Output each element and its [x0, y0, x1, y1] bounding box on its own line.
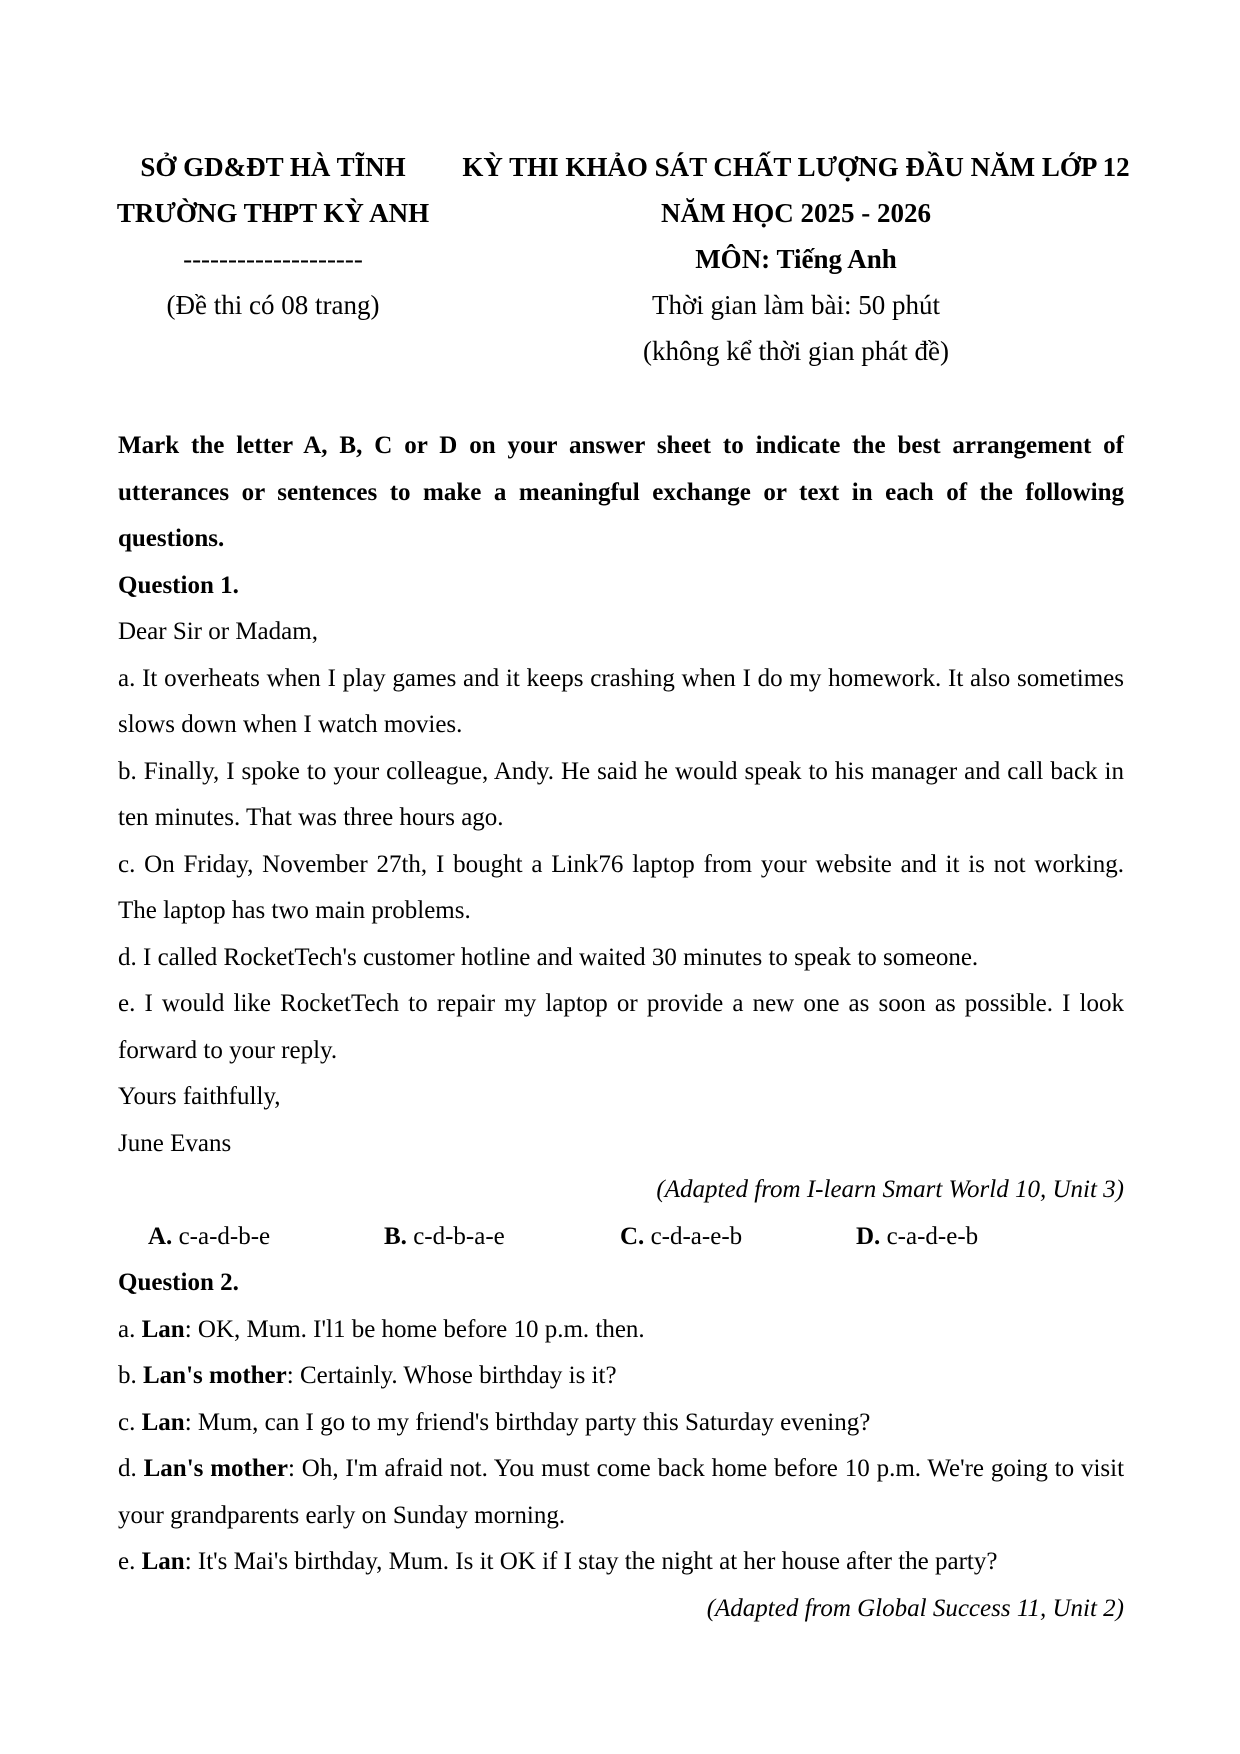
utterance: : OK, Mum. I'l1 be home before 10 p.m. then.	[184, 1315, 645, 1343]
question-1-title: Question 1.	[118, 571, 239, 599]
instruction: Mark the letter A, B, C or D on your answer sheet to indicate the best arrangement of utterances or sentences to make a meaningful exchange or text in each of the following questions.	[118, 432, 1124, 552]
option-text: c-d-a-e-b	[650, 1222, 743, 1250]
option-text: c-a-d-e-b	[886, 1222, 979, 1250]
utterance: : Certainly. Whose birthday is it?	[286, 1362, 617, 1389]
letter-closing: Yours faithfully,	[118, 1083, 281, 1110]
speaker-name: Lan	[141, 1315, 185, 1343]
speaker-name: Lan	[141, 1408, 185, 1436]
q1-option-c[interactable]	[620, 1214, 856, 1261]
q2-item-c	[118, 1400, 1124, 1447]
subject-line	[456, 236, 1136, 282]
time-note: (không kể thời gian phát đề)	[643, 336, 949, 366]
item-prefix: e.	[118, 1548, 136, 1575]
option-letter: D.	[856, 1222, 881, 1250]
q1-source: (Adapted from I-learn Smart World 10, Unit 3)	[656, 1176, 1124, 1203]
item-prefix: a.	[118, 1315, 136, 1343]
q1-item-b: b. Finally, I spoke to your colleague, Andy. He said he would speak to his manager and call back in ten minutes. That was three hours ago.	[118, 757, 1124, 831]
department-name: SỞ GD&ĐT HÀ TĨNH	[140, 152, 406, 182]
exam-title: KỲ THI KHẢO SÁT CHẤT LƯỢNG ĐẦU NĂM LỚP 12	[462, 152, 1130, 182]
q1-item-e: e. I would like RocketTech to repair my laptop or provide a new one as soon as possible. I look forward to your reply.	[118, 990, 1124, 1064]
letter-signature: June Evans	[118, 1129, 232, 1157]
utterance: : Oh, I'm afraid not. You must come back home before 10 p.m. We're going to visit your grandparents early on Sunday morning.	[118, 1455, 1125, 1529]
option-letter: B.	[384, 1222, 407, 1250]
pages-note: (Đề thi có 08 trang)	[166, 290, 380, 320]
q2-item-a	[118, 1307, 1124, 1354]
school-year: NĂM HỌC 2025 - 2026	[661, 198, 931, 228]
option-letter: A.	[148, 1222, 173, 1250]
speaker-name: Lan's mother	[143, 1362, 287, 1389]
exam-body	[118, 423, 1124, 1632]
q2-source: (Adapted from Global Success 11, Unit 2)	[706, 1594, 1124, 1622]
q2-item-d	[118, 1446, 1124, 1539]
q1-option-a[interactable]	[148, 1214, 384, 1261]
q1-item-d: d. I called RocketTech's customer hotline and waited 30 minutes to speak to someone.	[118, 943, 979, 971]
q1-item-a: a. It overheats when I play games and it keeps crashing when I do my homework. It also sometimes slows down when I watch movies.	[118, 664, 1124, 738]
header-divider: --------------------	[183, 244, 363, 274]
option-text: c-a-d-b-e	[178, 1222, 271, 1250]
subject-label: MÔN:	[695, 244, 771, 274]
item-prefix: d.	[118, 1455, 137, 1482]
option-letter: C.	[620, 1222, 645, 1250]
question-2-title: Question 2.	[118, 1269, 239, 1296]
q1-option-d[interactable]	[856, 1214, 1092, 1261]
utterance: : Mum, can I go to my friend's birthday party this Saturday evening?	[184, 1408, 871, 1436]
option-text: c-d-b-a-e	[413, 1222, 505, 1250]
header-left	[90, 144, 456, 328]
school-name: TRƯỜNG THPT KỲ ANH	[116, 198, 430, 228]
q1-options	[118, 1214, 1124, 1261]
utterance: : It's Mai's birthday, Mum. Is it OK if I stay the night at her house after the party?	[184, 1548, 998, 1575]
header-right	[456, 144, 1136, 374]
letter-greeting: Dear Sir or Madam,	[118, 618, 318, 645]
speaker-name: Lan	[141, 1548, 185, 1575]
q1-item-c: c. On Friday, November 27th, I bought a Link76 laptop from your website and it is not working. The laptop has two main problems.	[118, 850, 1124, 924]
q1-option-b[interactable]	[384, 1214, 620, 1261]
item-prefix: b.	[118, 1362, 137, 1389]
subject-name: Tiếng Anh	[776, 244, 897, 274]
q2-item-e	[118, 1539, 1124, 1586]
item-prefix: c.	[118, 1408, 136, 1436]
speaker-name: Lan's mother	[143, 1455, 288, 1482]
time-limit: Thời gian làm bài: 50 phút	[652, 290, 940, 320]
q2-item-b	[118, 1353, 1124, 1400]
